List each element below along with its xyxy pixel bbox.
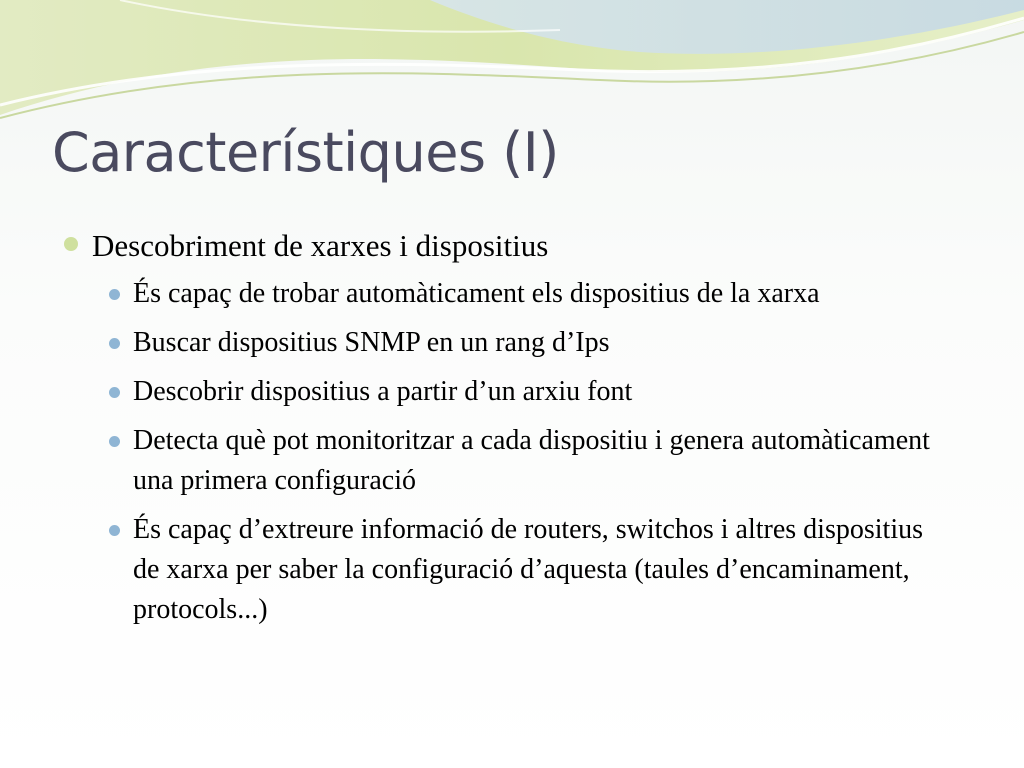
sub-bullet-dot-icon <box>109 525 120 536</box>
sub-bullet-item <box>105 421 953 501</box>
header-wave-decoration <box>0 0 1024 130</box>
sub-bullet-dot-icon <box>109 436 120 447</box>
sub-bullet-text: És capaç de trobar automàticament els dispositius de la xarxa <box>133 278 820 309</box>
bullet-dot-icon <box>64 237 78 251</box>
bullet-item <box>62 226 982 266</box>
sub-bullet-item <box>105 274 953 314</box>
sub-bullet-dot-icon <box>109 387 120 398</box>
sub-bullet-list <box>62 274 982 630</box>
slide-content <box>62 226 982 639</box>
slide-title: Característiques (I) <box>52 121 559 184</box>
bullet-text: Descobriment de xarxes i dispositius <box>92 228 549 263</box>
sub-bullet-text: Buscar dispositius SNMP en un rang d’Ips <box>133 327 610 358</box>
sub-bullet-dot-icon <box>109 289 120 300</box>
sub-bullet-dot-icon <box>109 338 120 349</box>
sub-bullet-text: És capaç d’extreure informació de routers, switchos i altres dispositius de xarxa per saber la configuració d’aquesta (taules d’encaminament, protocols...) <box>133 514 923 625</box>
sub-bullet-item <box>105 323 953 363</box>
sub-bullet-text: Detecta què pot monitoritzar a cada dispositiu i genera automàticament una primera configuració <box>133 425 930 496</box>
sub-bullet-item <box>105 510 953 630</box>
sub-bullet-text: Descobrir dispositius a partir d’un arxiu font <box>133 376 633 407</box>
sub-bullet-item <box>105 372 953 412</box>
